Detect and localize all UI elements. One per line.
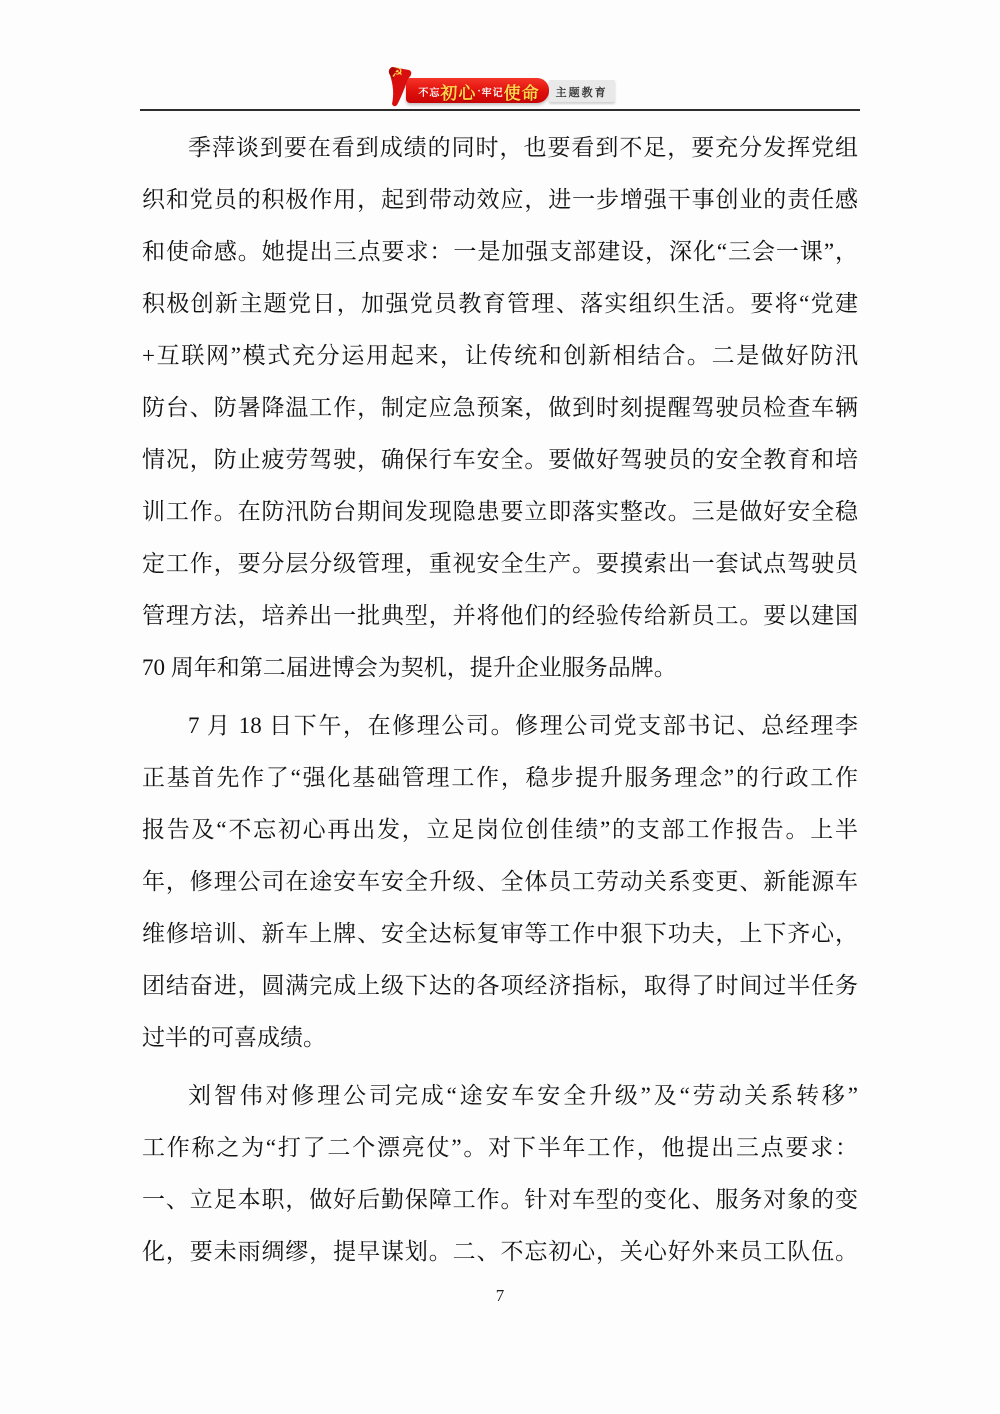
text-line: 工作称之为“打了二个漂亮仗”。对下半年工作，他提出三点要求： xyxy=(142,1135,858,1160)
text-line: +互联网”模式充分运用起来，让传统和创新相结合。二是做好防汛 xyxy=(142,343,858,368)
text-line: 维修培训、新车上牌、安全达标复审等工作中狠下功夫，上下齐心， xyxy=(142,921,858,946)
hammer-sickle-icon: ☭ xyxy=(391,66,403,81)
paragraph xyxy=(142,1070,858,1278)
slogan-small-text-1: 不忘 xyxy=(418,88,441,99)
text-line: 防台、防暑降温工作，制定应急预案，做到时刻提醒驾驶员检查车辆 xyxy=(142,395,858,420)
text-line: 7 月 18 日下午，在修理公司。修理公司党支部书记、总经理李 xyxy=(188,713,858,738)
text-line: 积极创新主题党日，加强党员教育管理、落实组织生活。要将“党建 xyxy=(142,291,858,316)
slogan-small-text-2: 牢记 xyxy=(481,88,504,99)
text-line: 化，要未雨绸缪，提早谋划。二、不忘初心，关心好外来员工队伍。 xyxy=(142,1239,858,1264)
text-line: 团结奋进，圆满完成上级下达的各项经济指标，取得了时间过半任务 xyxy=(142,973,858,998)
text-line: 刘智伟对修理公司完成“途安车安全升级”及“劳动关系转移” xyxy=(188,1083,858,1108)
text-line: 年，修理公司在途安车安全升级、全体员工劳动关系变更、新能源车 xyxy=(142,869,858,894)
paragraph xyxy=(142,700,858,1064)
text-line: 训工作。在防汛防台期间发现隐患要立即落实整改。三是做好安全稳 xyxy=(142,499,858,524)
document-body xyxy=(142,122,858,1284)
paragraph xyxy=(142,122,858,694)
theme-education-tag: 主题教育 xyxy=(549,80,615,102)
text-line: 过半的可喜成绩。 xyxy=(142,1025,326,1050)
text-line: 情况，防止疲劳驾驶，确保行车安全。要做好驾驶员的安全教育和培 xyxy=(142,447,858,472)
slogan-banner xyxy=(406,78,548,103)
text-line: 和使命感。她提出三点要求：一是加强支部建设，深化“三会一课”， xyxy=(142,239,858,264)
text-line: 定工作，要分层分级管理，重视安全生产。要摸索出一套试点驾驶员 xyxy=(142,551,858,576)
text-line: 管理方法，培养出一批典型，并将他们的经验传给新员工。要以建国 xyxy=(142,603,858,628)
text-line: 季萍谈到要在看到成绩的同时，也要看到不足，要充分发挥党组 xyxy=(188,135,858,160)
text-line: 报告及“不忘初心再出发，立足岗位创佳绩”的支部工作报告。上半 xyxy=(142,817,858,842)
text-line: 正基首先作了“强化基础管理工作，稳步提升服务理念”的行政工作 xyxy=(142,765,858,790)
text-line: 70 周年和第二届进博会为契机，提升企业服务品牌。 xyxy=(142,655,677,680)
header-logo xyxy=(0,66,1000,108)
page-number: 7 xyxy=(495,1286,505,1305)
text-line: 一、立足本职，做好后勤保障工作。针对车型的变化、服务对象的变 xyxy=(142,1187,858,1212)
slogan-big-text-1: 初心 xyxy=(440,84,477,103)
slogan-separator: · xyxy=(477,86,481,97)
header-divider xyxy=(140,109,860,111)
text-line: 织和党员的积极作用，起到带动效应，进一步增强干事创业的责任感 xyxy=(142,187,858,212)
slogan-big-text-2: 使命 xyxy=(503,84,540,103)
party-flag-icon xyxy=(385,66,412,108)
